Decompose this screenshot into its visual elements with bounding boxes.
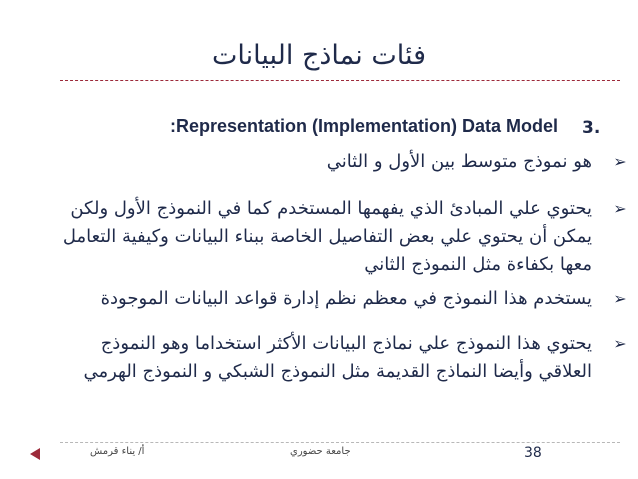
- bullet-item: [48, 330, 627, 386]
- bullet-item: [48, 285, 627, 313]
- footer-triangle-icon: [30, 448, 40, 460]
- bullet-text: يحتوي هذا النموذج علي نماذج البيانات الأكثر استخداما وهو النموذج العلاقي وأيضا النماذج القديمة مثل النموذج الشبكي و النموذج الهرمي: [83, 333, 592, 382]
- bullet-item: [48, 195, 627, 279]
- check-arrow-icon: ➢: [613, 152, 627, 171]
- title-divider: [60, 80, 620, 81]
- check-arrow-icon: ➢: [613, 334, 627, 353]
- footer-university: جامعة حضوري: [290, 446, 351, 457]
- check-arrow-icon: ➢: [613, 289, 627, 308]
- page-number: 38: [524, 445, 542, 461]
- section-number: 3.: [582, 118, 601, 138]
- bullet-text: هو نموذج متوسط بين الأول و الثاني: [326, 151, 592, 172]
- bullet-item: [48, 148, 627, 176]
- check-arrow-icon: ➢: [613, 199, 627, 218]
- section-heading: :Representation (Implementation) Data Model: [169, 116, 558, 136]
- footer-author: أ/ يناء قرمش: [90, 446, 145, 457]
- footer-divider: [60, 442, 620, 443]
- bullet-text: يحتوي علي المبادئ الذي يفهمها المستخدم كما في النموذج الأول ولكن يمكن أن يحتوي علي بعض التفاصيل الخاصة ببناء البيانات وكيفية التعامل معها بكفاءة مثل النموذج الثاني: [62, 198, 592, 275]
- bullet-text: يستخدم هذا النموذج في معظم نظم إدارة قواعد البيانات الموجودة: [100, 288, 592, 309]
- slide-title: فئات نماذج البيانات: [211, 40, 427, 71]
